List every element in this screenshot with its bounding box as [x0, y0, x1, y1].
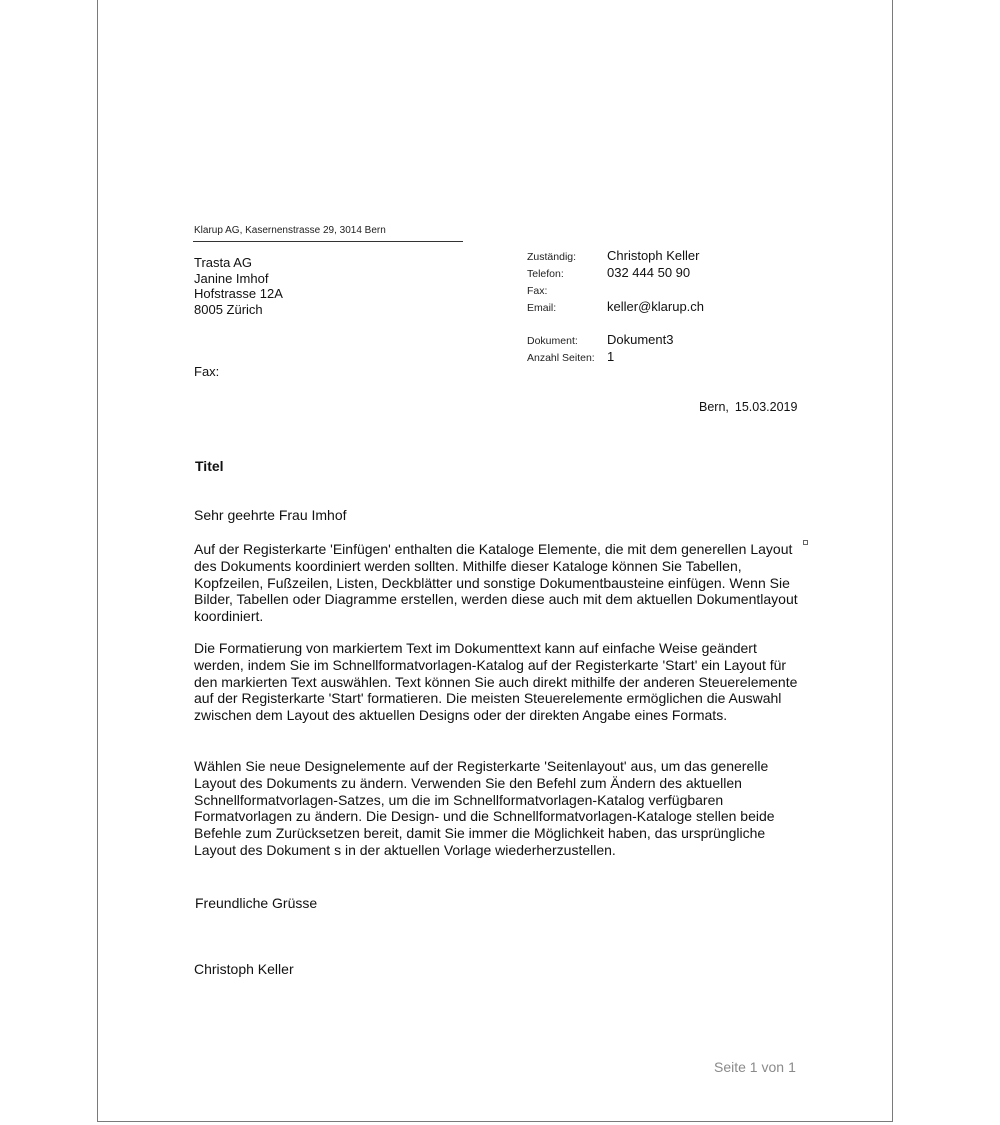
info-document-label: Dokument:: [527, 335, 578, 347]
info-pages-value: 1: [607, 349, 615, 364]
date-line: [699, 400, 797, 414]
info-responsible-label: Zuständig:: [527, 251, 577, 263]
letter-title: Titel: [195, 458, 224, 474]
letter-closing: Freundliche Grüsse: [195, 895, 318, 911]
body-paragraph: Auf der Registerkarte 'Einfügen' enthalten die Kataloge Elemente, die mit dem generellen Layout des Dokuments koordiniert werden sollten. Mithilfe dieser Kataloge können Sie Tabellen, Kopfzeilen, Fußzeilen, Listen, Deckblätter und sonstige Dokumentbausteine einfügen. Wenn Sie Bilder, Tabellen oder Diagramme erstellen, werden diese auch mit dem aktuellen Dokumentlayout koordiniert.: [194, 541, 798, 625]
recipient-name: Janine Imhof: [194, 270, 269, 286]
recipient-street: Hofstrasse 12A: [194, 286, 283, 301]
page-number: [714, 1059, 796, 1075]
date-value: 15.03.2019: [734, 400, 798, 414]
info-responsible-value: Christoph Keller: [607, 248, 700, 263]
sender-return-address: Klarup AG, Kasernenstrasse 29, 3014 Bern: [194, 225, 386, 236]
page-number-total: 1: [788, 1059, 796, 1075]
sender-divider: [193, 241, 463, 242]
info-phone-value: 032 444 50 90: [607, 265, 691, 280]
info-email-label: Email:: [527, 302, 557, 314]
letter-signature: Christoph Keller: [194, 961, 294, 977]
recipient-company: Trasta AG: [194, 255, 253, 270]
info-document-value: Dokument3: [607, 332, 674, 347]
recipient-address: [194, 255, 283, 317]
recipient-fax-label: Fax:: [194, 364, 220, 379]
body-paragraph: Wählen Sie neue Designelemente auf der Registerkarte 'Seitenlayout' aus, um das generelle Layout des Dokuments zu ändern. Verwenden Sie den Befehl zum Ändern des aktuellen Schnellformatvorlagen-Satzes, um die im Schnellformatvorlagen-Katalog verfügbaren Formatvorlagen zu ändern. Die Design- und die Schnellformatvorlagen-Kataloge stellen beide Befehle zum Zurücksetzen bereit, damit Sie immer die Möglichkeit haben, das ursprüngliche Layout des Dokument s in der aktuellen Vorlage wiederherzustellen.: [194, 758, 775, 858]
letter-salutation: Sehr geehrte Frau Imhof: [194, 507, 347, 523]
info-pages-label: Anzahl Seiten:: [527, 352, 595, 364]
body-paragraph: Die Formatierung von markiertem Text im Dokumenttext kann auf einfache Weise geändert werden, indem Sie im Schnellformatvorlagen-Katalog auf der Registerkarte 'Start' ein Layout für den markierten Text auswählen. Text können Sie auch direkt mithilfe der anderen Steuerelemente auf der Registerkarte 'Start' formatieren. Die meisten Steuerelemente ermöglichen die Auswahl zwischen dem Layout des aktuellen Designs oder der direkten Angabe eines Formats.: [194, 640, 798, 724]
date-place: Bern,: [699, 400, 729, 414]
page-number-label: Seite 1 von: [714, 1059, 785, 1075]
recipient-city: 8005 Zürich: [194, 301, 263, 317]
info-email-value: keller@klarup.ch: [607, 299, 705, 314]
info-phone-label: Telefon:: [527, 268, 564, 280]
info-fax-label: Fax:: [527, 285, 548, 297]
